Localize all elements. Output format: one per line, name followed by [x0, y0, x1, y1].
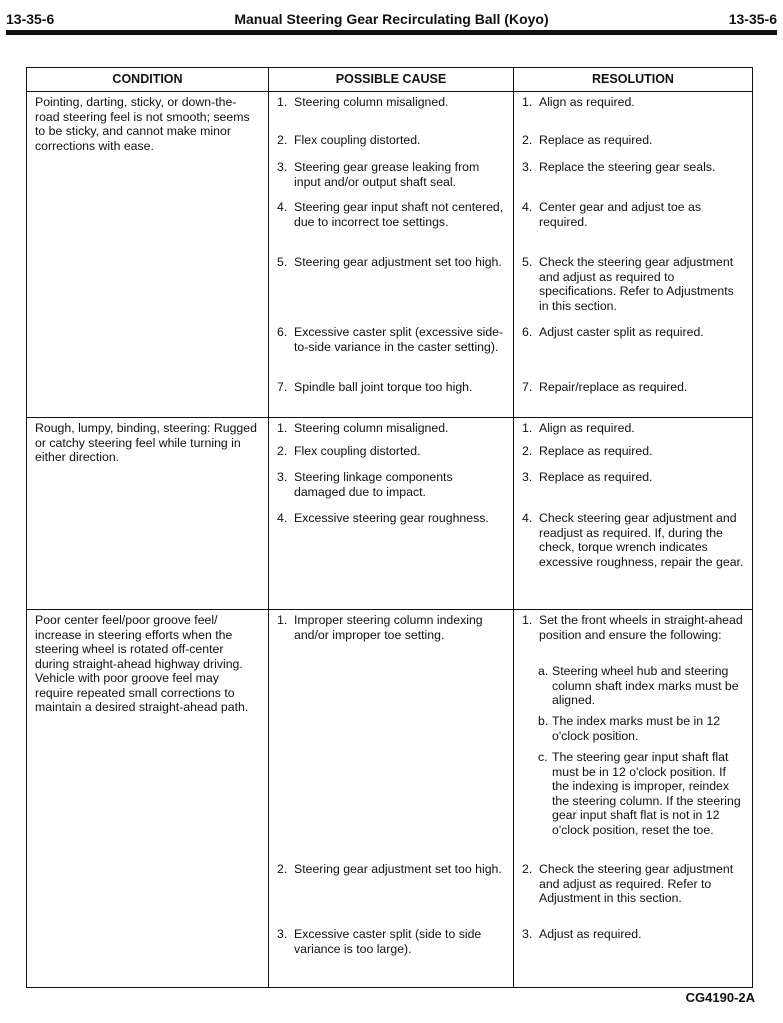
condition-cell — [27, 418, 269, 610]
diagnosis-table-wrap — [26, 67, 752, 987]
condition-text: Poor center feel/poor groove feel/ increase in steering efforts when the steering wheel is rotated off-center during straight-ahead highway driving. Vehicle with poor groove feel may require repeated small corrections to maintain a desired straight-ahead path. — [35, 613, 249, 714]
resolution-cell: 1. Align as required. 2. Replace as required. 3. Replace as required. 4. Check steering gear adjustment and readjust as required. If, during the check, torque wrench indicates excessive roughness, repair the gear. — [514, 418, 753, 610]
page-title: Manual Steering Gear Recirculating Ball (Koyo) — [234, 11, 549, 27]
page-number-right: 13-35-6 — [728, 11, 777, 27]
page-header — [6, 9, 777, 31]
cause-cell: 1. Steering column misaligned. 2. Flex coupling distorted. 3. Steering gear grease leaking from input and/or output shaft seal. 4. Steering gear input shaft not centered, due to incorrect toe settings. 5. Steering gear adjustment set too high. 6. Excessive caster split (excessive side-to-side variance in the caster setting). 7. Spindle ball joint torque too high. — [269, 92, 514, 418]
col-header-condition: CONDITION — [27, 68, 269, 92]
cause-cell: 1. Steering column misaligned. 2. Flex coupling distorted. 3. Steering linkage components damaged due to impact. 4. Excessive steering gear roughness. — [269, 418, 514, 610]
resolution-cell: 1. Align as required. 2. Replace as required. 3. Replace the steering gear seals. 4. Center gear and adjust toe as required. 5. Check the steering gear adjustment and adjust as required to specifications. Refer to Adjustments in this section. 6. Adjust caster split as required. 7. Repair/replace as required. — [514, 92, 753, 418]
condition-text: Rough, lumpy, binding, steering: Rugged or catchy steering feel while turning in either direction. — [35, 421, 257, 464]
figure-code: CG4190-2A — [685, 990, 755, 1005]
resolution-cell: 1. Set the front wheels in straight-ahead position and ensure the following: a. Steering wheel hub and steering column shaft index marks must be aligned. b. The index marks must be in 12 o'clock position. c. The steering gear input shaft flat must be in 12 o'clock position. If the indexing is improper, reindex the steering column. If the steering gear input shaft flat is not in 12 o'clock position, reset the toe. 2. Check the steering gear adjustment and adjust as required. Refer to Adjustment in this section. 3. Adjust as required. — [514, 610, 753, 988]
condition-text: Pointing, darting, sticky, or down-the-road steering feel is not smooth; seems to be sticky, and cannot make minor corrections with ease. — [35, 95, 250, 153]
diagnosis-table — [26, 67, 753, 988]
col-header-resolution: RESOLUTION — [514, 68, 753, 92]
col-header-cause: POSSIBLE CAUSE — [269, 68, 514, 92]
table-header-row — [27, 68, 753, 92]
table-row — [27, 418, 753, 610]
table-row — [27, 610, 753, 988]
header-rule — [6, 30, 777, 35]
table-row — [27, 92, 753, 418]
condition-cell — [27, 610, 269, 988]
condition-cell — [27, 92, 269, 418]
cause-cell: 1. Improper steering column indexing and/or improper toe setting. 2. Steering gear adjustment set too high. 3. Excessive caster split (side to side variance is too large). — [269, 610, 514, 988]
page-number-left: 13-35-6 — [6, 11, 55, 27]
